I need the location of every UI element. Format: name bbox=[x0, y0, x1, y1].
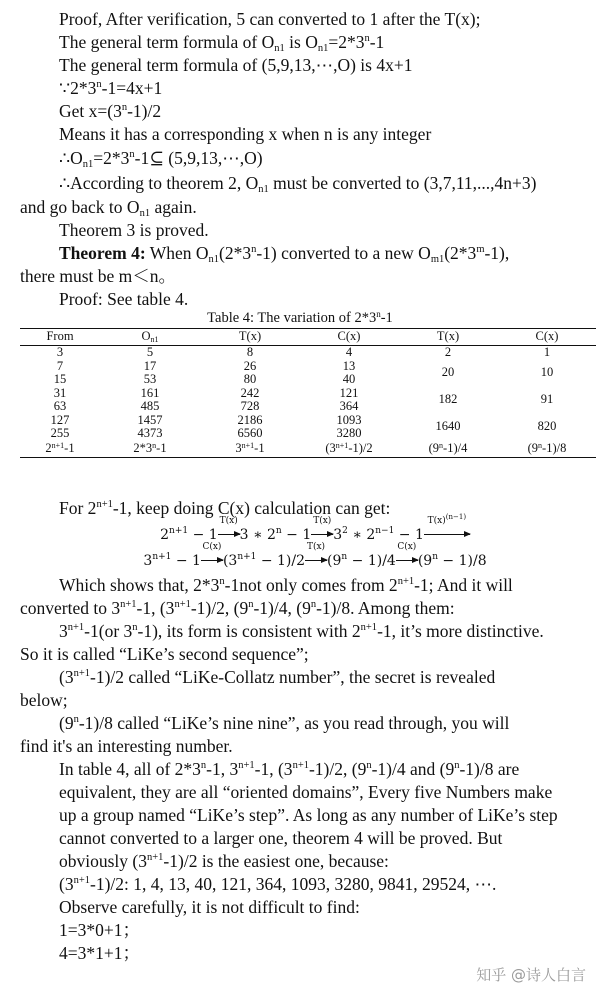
table-cell: 20 bbox=[441, 365, 455, 380]
theorem-4-statement: Theorem 4: When $O_{n1}(2*3^n-1)$ converted to a new $O_{m1}(2*3^m-1)$, bbox=[59, 243, 510, 265]
table-cell: 4 bbox=[345, 345, 353, 359]
likes-step-line: up a group named “LiKe’s step”. As long as any number of LiKe’s step bbox=[59, 805, 558, 825]
table-4 bbox=[20, 328, 596, 458]
table-cell: 255 bbox=[50, 426, 70, 440]
table-row bbox=[20, 360, 596, 374]
keep-doing-line: For $2^{n+1}-1$, keep doing C(x) calculation can get: bbox=[59, 498, 391, 518]
proof-line: Proof, After verification, 5 can converted to 1 after the T(x); bbox=[59, 9, 481, 29]
watermark-text: 知乎 @诗人白言 bbox=[476, 966, 586, 984]
collatz-number-line: $(3^{n+1}-1)/2$ called “LiKe-Collatz number”, the secret is revealed bbox=[59, 667, 496, 687]
table-cell: 8 bbox=[246, 345, 254, 359]
table-cell: 1 bbox=[543, 345, 551, 359]
table-cell: 364 bbox=[339, 399, 359, 413]
form-consistent-line: $3^{n+1}-1(or$ 3$^n$-1), its form is consistent with $2^{n+1}-1$, it’s more distinctive. bbox=[59, 621, 544, 641]
table-cell: 63 bbox=[53, 399, 67, 413]
table-cell: 10 bbox=[540, 365, 554, 380]
because-line: $\because 2*3^n-1=4x+1$ bbox=[59, 78, 163, 98]
general-term-line: The general term formula of $O_{n1}$ is $O_{n1}=2*3^n-1$ bbox=[59, 32, 385, 54]
theorem-4-statement-cont: there must be m＜n。 bbox=[20, 266, 177, 286]
table-cell: 80 bbox=[243, 372, 257, 386]
table-cell: 7 bbox=[56, 358, 64, 373]
table-cell: 2 bbox=[444, 345, 452, 359]
equation-1: $2^{n+1} - 1$ T(x) 3 ∗ $2^n - 1$ T(x) $3^2$ ∗ $2^{n-1} - 1$ $T(x)^{(n-1)}$ bbox=[0, 527, 600, 543]
header-on1: $O_{n1}$ bbox=[100, 329, 200, 346]
table-cell: 1093 bbox=[336, 412, 362, 427]
header-cx: C(x) bbox=[300, 329, 398, 346]
general-term-sequence-line: The general term formula of (5,9,13,⋯,O) is 4x+1 bbox=[59, 55, 413, 75]
table-caption: Table 4: The variation of 2*3$^n$-1 bbox=[207, 309, 393, 326]
table-cell: 15 bbox=[53, 372, 67, 386]
table-cell: 40 bbox=[342, 372, 356, 386]
table-cell: (9$^n$-1)/8 bbox=[498, 441, 596, 458]
table-header-row bbox=[20, 329, 596, 346]
header-tx: T(x) bbox=[200, 329, 300, 346]
nine-nine-line: (9$^n$-1)/8 called “LiKe’s nine nine”, as you read through, you will bbox=[59, 713, 510, 733]
equation-2: $3^{n+1} - 1$ C(x) $(3^{n+1} - 1)/2$ T(x) $(9^n - 1)/4$ C(x) $(9^n - 1)/8$ bbox=[143, 542, 487, 569]
table-cell: 127 bbox=[50, 412, 70, 427]
table-cell: 1640 bbox=[435, 419, 461, 434]
cannot-converted-line: cannot converted to a larger one, theorem 4 will be proved. But bbox=[59, 828, 503, 848]
table-cell: 1457 bbox=[137, 412, 163, 427]
table-cell: 13 bbox=[342, 358, 356, 373]
table-cell: 121 bbox=[339, 385, 359, 400]
converted-to-line: converted to $3^{n+1}-1$, $(3^{n+1}-1)/2$, (9$^n$-1)/4, (9$^n$-1)/8. Among them: bbox=[20, 598, 455, 618]
go-back-line: and go back to $O_{n1}$ again. bbox=[20, 197, 197, 219]
table-cell: 820 bbox=[537, 419, 557, 434]
obviously-line: obviously $(3^{n+1}-1)/2$ is the easiest one, because: bbox=[59, 851, 389, 871]
interesting-number-line: find it's an interesting number. bbox=[20, 736, 233, 756]
equation-2-line: 4=3*1+1； bbox=[59, 943, 140, 963]
table-cell: 182 bbox=[438, 392, 458, 407]
table-cell: 26 bbox=[243, 358, 257, 373]
table-cell: 2186 bbox=[237, 412, 263, 427]
means-line: Means it has a corresponding x when n is any integer bbox=[59, 124, 432, 144]
which-shows-line: Which shows that, 2*3$^n$-1not only comes from $2^{n+1}-1$; And it will bbox=[59, 575, 513, 595]
table-cell: 5 bbox=[146, 345, 154, 359]
table-cell: 485 bbox=[140, 399, 160, 413]
table-cell: (9$^n$-1)/4 bbox=[398, 441, 498, 458]
therefore-subset-line: $\therefore O_{n1}=2*3^n-1⊆$ (5,9,13,⋯,O) bbox=[59, 148, 263, 170]
table-cell: 6560 bbox=[237, 426, 263, 440]
header-from: From bbox=[20, 329, 100, 346]
table-row-formula bbox=[20, 441, 596, 458]
theorem-3-proved: Theorem 3 is proved. bbox=[59, 220, 209, 240]
table-row bbox=[20, 346, 596, 360]
table-cell: 91 bbox=[540, 392, 554, 407]
table-cell: 17 bbox=[143, 358, 157, 373]
oriented-domains-line: equivalent, they are all “oriented domains”, Every five Numbers make bbox=[59, 782, 553, 802]
table4-equivalent-line: In table 4, all of 2*3$^n$-1, $3^{n+1}-1$, $(3^{n+1}-1)/2$, (9$^n$-1)/4 and (9$^n$-1)/8 are bbox=[59, 759, 520, 779]
table-cell: 4373 bbox=[137, 426, 163, 440]
get-x-line: Get $x=(3^n-1)/2$ bbox=[59, 101, 162, 121]
table-cell: 242 bbox=[240, 385, 260, 400]
according-theorem-2-line: ∴According to theorem 2, $O_{n1}$ must be converted to (3,7,11,...,4n+3) bbox=[59, 173, 537, 195]
second-sequence-line: So it is called “LiKe’s second sequence”; bbox=[20, 644, 309, 664]
table-cell: 3 bbox=[56, 345, 64, 359]
below-line: below; bbox=[20, 690, 68, 710]
table-cell: 2*3$^n$-1 bbox=[100, 441, 200, 458]
header-tx-2: T(x) bbox=[398, 329, 498, 346]
table-cell: $3^{n+1}-1$ bbox=[200, 441, 300, 458]
table-row bbox=[20, 387, 596, 401]
table-row bbox=[20, 414, 596, 428]
table-cell: $2^{n+1}-1$ bbox=[20, 441, 100, 458]
observe-line: Observe carefully, it is not difficult to find: bbox=[59, 897, 360, 917]
watermark bbox=[474, 964, 586, 985]
table-cell: 53 bbox=[143, 372, 157, 386]
table-cell: $(3^{n+1}-1)/2$ bbox=[300, 441, 398, 458]
table-cell: 728 bbox=[240, 399, 260, 413]
table-cell: 161 bbox=[140, 385, 160, 400]
proof-see-table: Proof: See table 4. bbox=[59, 289, 189, 309]
equation-1-line: 1=3*0+1； bbox=[59, 920, 140, 940]
table-cell: 3280 bbox=[336, 426, 362, 440]
header-cx-2: C(x) bbox=[498, 329, 596, 346]
sequence-line: $(3^{n+1}-1)/2$: 1, 4, 13, 40, 121, 364, 1093, 3280, 9841, 29524, ⋯. bbox=[59, 874, 497, 894]
table-cell: 31 bbox=[53, 385, 67, 400]
